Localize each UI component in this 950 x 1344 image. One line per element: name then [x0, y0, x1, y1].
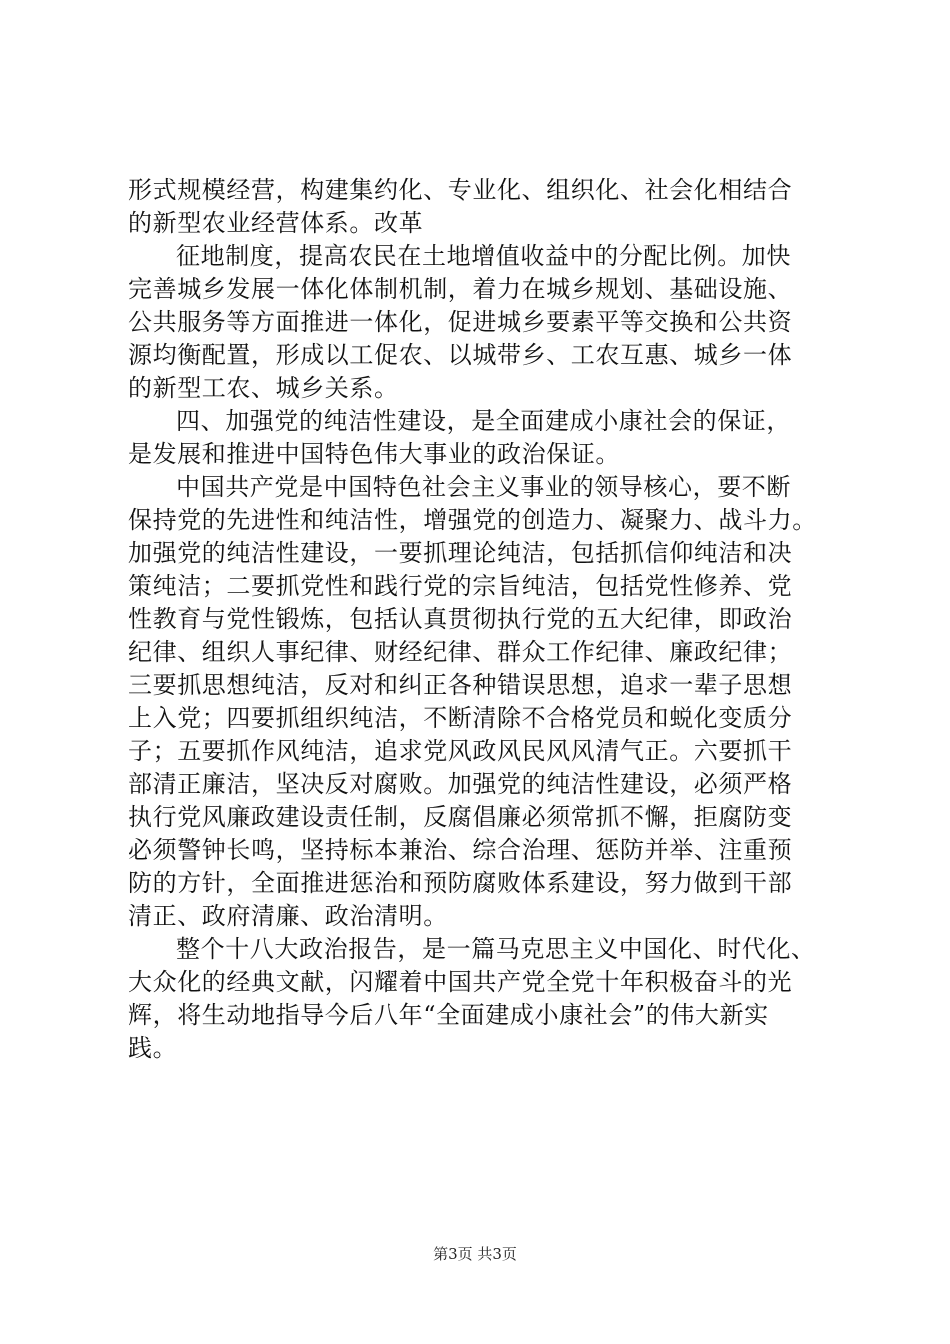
text-line: 征地制度，提高农民在土地增值收益中的分配比例。加快 [176, 242, 791, 270]
text-line: 必须警钟长鸣，坚持标本兼治、综合治理、惩防并举、注重预 [128, 836, 793, 864]
text-line: 源均衡配置，形成以工促农、以城带乡、工农互惠、城乡一体 [128, 341, 793, 369]
text-line: 践。 [128, 1034, 178, 1062]
text-line: 的新型工农、城乡关系。 [128, 374, 399, 402]
text-line: 形式规模经营，构建集约化、专业化、组织化、社会化相结合 [128, 176, 793, 204]
text-line: 纪律、组织人事纪律、财经纪律、群众工作纪律、廉政纪律； [128, 638, 793, 666]
text-line: 是发展和推进中国特色伟大事业的政治保证。 [128, 440, 620, 468]
page-footer: 第3页 共3页 [433, 1245, 517, 1263]
text-line: 的新型农业经营体系。改革 [128, 209, 424, 237]
text-line: 子；五要抓作风纯洁，追求党风政风民风风清气正。六要抓干 [128, 737, 793, 765]
text-line: 部清正廉洁，坚决反对腐败。加强党的纯洁性建设，必须严格 [128, 770, 793, 798]
text-line: 完善城乡发展一体化体制机制，着力在城乡规划、基础设施、 [128, 275, 793, 303]
text-line: 防的方针，全面推进惩治和预防腐败体系建设，努力做到干部 [128, 869, 793, 897]
text-line: 加强党的纯洁性建设，一要抓理论纯洁，包括抓信仰纯洁和决 [128, 539, 793, 567]
text-line: 大众化的经典文献，闪耀着中国共产党全党十年积极奋斗的光 [128, 968, 793, 996]
text-line: 执行党风廉政建设责任制，反腐倡廉必须常抓不懈，拒腐防变 [128, 803, 793, 831]
text-line: 公共服务等方面推进一体化，促进城乡要素平等交换和公共资 [128, 308, 793, 336]
document-body [128, 174, 832, 1065]
text-line: 策纯洁；二要抓党性和践行党的宗旨纯洁，包括党性修养、党 [128, 572, 793, 600]
text-line: 三要抓思想纯洁，反对和纠正各种错误思想，追求一辈子思想 [128, 671, 793, 699]
text-line: 四、加强党的纯洁性建设，是全面建成小康社会的保证， [176, 407, 791, 435]
text-line: 辉，将生动地指导今后八年“全面建成小康社会”的伟大新实 [128, 1001, 769, 1029]
text-line: 保持党的先进性和纯洁性，增强党的创造力、凝聚力、战斗力。 [128, 506, 817, 534]
text-line: 性教育与党性锻炼，包括认真贯彻执行党的五大纪律，即政治 [128, 605, 793, 633]
text-line: 上入党；四要抓组织纯洁，不断清除不合格党员和蜕化变质分 [128, 704, 793, 732]
text-line: 清正、政府清廉、政治清明。 [128, 902, 448, 930]
text-line: 整个十八大政治报告，是一篇马克思主义中国化、时代化、 [176, 935, 816, 963]
text-line: 中国共产党是中国特色社会主义事业的领导核心，要不断 [176, 473, 791, 501]
